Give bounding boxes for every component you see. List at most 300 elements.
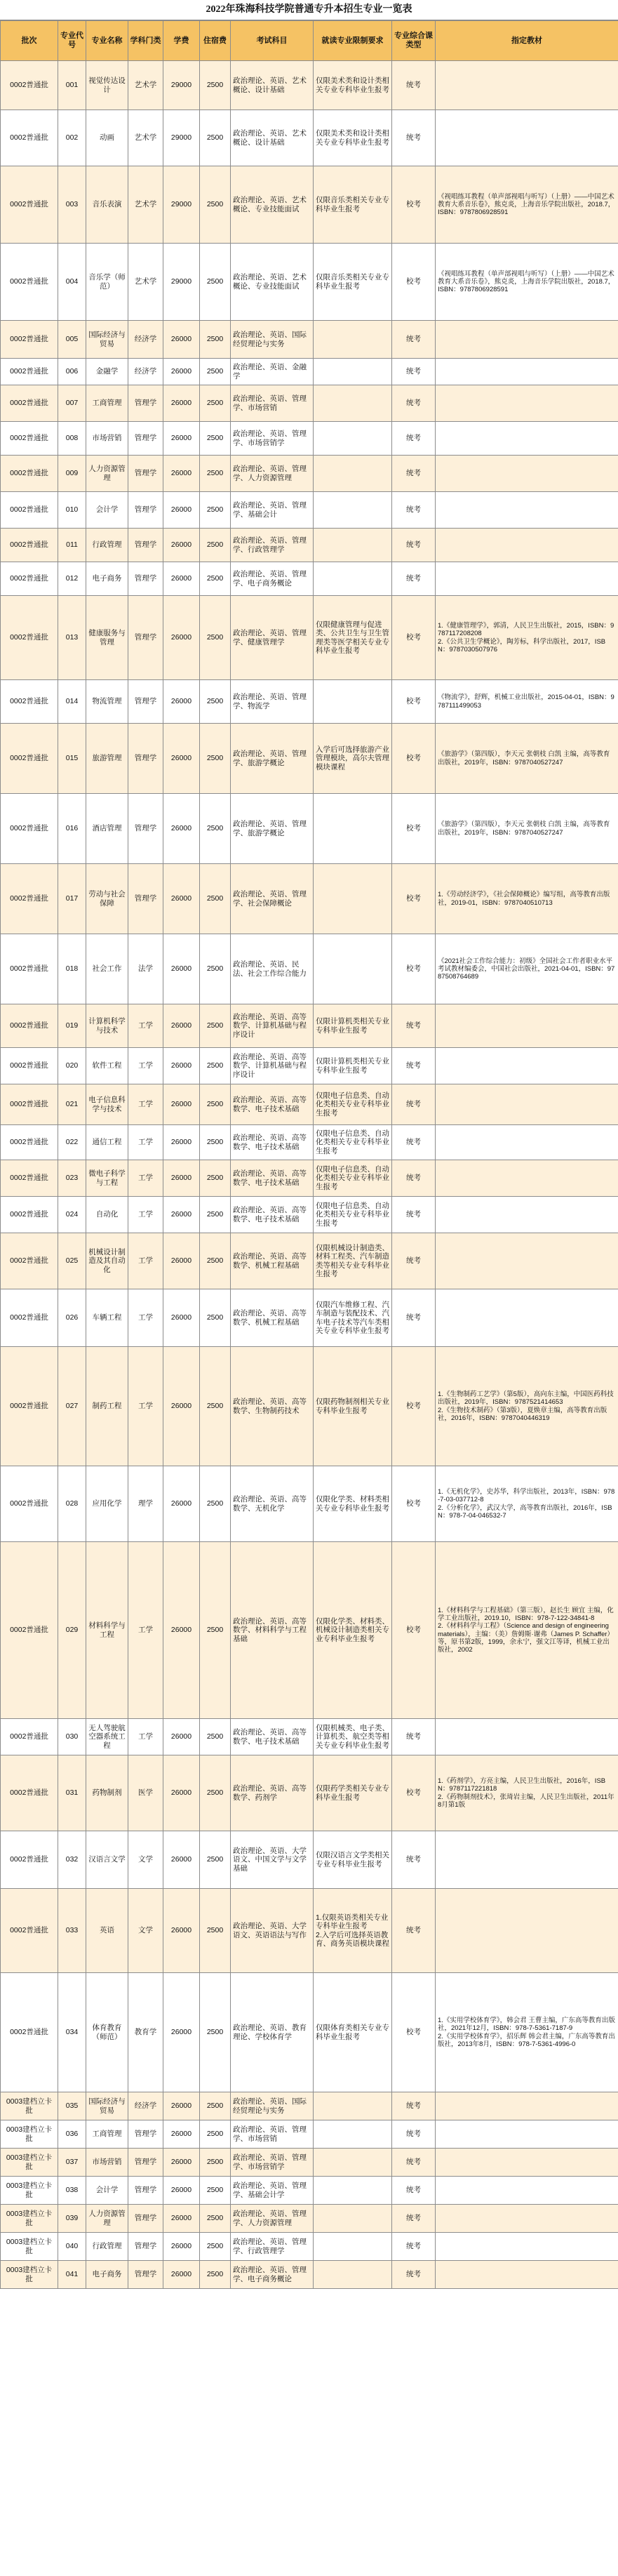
requirements-cell: 仅限电子信息类、自动化类相关专业专科毕业生报考 xyxy=(314,1197,392,1233)
batch-cell: 0002普通批 xyxy=(1,1831,58,1889)
table-row xyxy=(1,2233,618,2261)
lodging-cell: 2500 xyxy=(200,2092,231,2120)
tuition-cell: 26000 xyxy=(163,1004,200,1048)
table-row xyxy=(1,1160,618,1197)
exam-type-cell: 校考 xyxy=(392,1466,436,1542)
table-row xyxy=(1,321,618,359)
table-row xyxy=(1,934,618,1004)
subjects-cell: 政治理论、英语、管理学、健康管理学 xyxy=(231,596,314,680)
code-cell: 033 xyxy=(58,1889,86,1973)
textbooks-cell xyxy=(436,1048,618,1084)
major-name-cell: 国际经济与贸易 xyxy=(86,321,128,359)
major-name-cell: 材料科学与工程 xyxy=(86,1542,128,1719)
table-row xyxy=(1,529,618,562)
table-row xyxy=(1,1466,618,1542)
subjects-cell: 政治理论、英语、管理学、人力资源管理 xyxy=(231,456,314,492)
exam-type-cell: 校考 xyxy=(392,724,436,794)
lodging-cell: 2500 xyxy=(200,529,231,562)
code-cell: 007 xyxy=(58,385,86,422)
textbooks-cell: 《物流学》，舒辉，机械工业出版社，2015-04-01，ISBN：9787111499053 xyxy=(436,680,618,724)
batch-cell: 0002普通批 xyxy=(1,529,58,562)
major-name-cell: 视觉传达设计 xyxy=(86,61,128,110)
batch-cell: 0002普通批 xyxy=(1,794,58,864)
requirements-cell: 仅限化学类、材料类相关专业专科毕业生报考 xyxy=(314,1466,392,1542)
code-cell: 020 xyxy=(58,1048,86,1084)
tuition-cell: 26000 xyxy=(163,1755,200,1831)
batch-cell: 0002普通批 xyxy=(1,1542,58,1719)
exam-type-cell: 统考 xyxy=(392,385,436,422)
subjects-cell: 政治理论、英语、管理学、行政管理学 xyxy=(231,2233,314,2261)
textbooks-cell xyxy=(436,456,618,492)
exam-type-cell: 校考 xyxy=(392,1347,436,1466)
code-cell: 011 xyxy=(58,529,86,562)
batch-cell: 0002普通批 xyxy=(1,166,58,244)
textbooks-cell xyxy=(436,1831,618,1889)
batch-cell: 0003建档立卡批 xyxy=(1,2261,58,2289)
batch-cell: 0002普通批 xyxy=(1,61,58,110)
requirements-cell: 仅限音乐类相关专业专科毕业生报考 xyxy=(314,166,392,244)
exam-type-cell: 校考 xyxy=(392,1542,436,1719)
textbooks-cell xyxy=(436,1125,618,1160)
batch-cell: 0002普通批 xyxy=(1,864,58,934)
code-cell: 030 xyxy=(58,1719,86,1755)
subjects-cell: 政治理论、英语、高等数学、无机化学 xyxy=(231,1466,314,1542)
textbooks-cell xyxy=(436,562,618,596)
batch-cell: 0002普通批 xyxy=(1,1719,58,1755)
exam-type-cell: 校考 xyxy=(392,794,436,864)
tuition-cell: 26000 xyxy=(163,359,200,385)
lodging-cell: 2500 xyxy=(200,562,231,596)
subjects-cell: 政治理论、英语、高等数学、电子技术基础 xyxy=(231,1084,314,1125)
requirements-cell: 仅限音乐类相关专业专科毕业生报考 xyxy=(314,244,392,321)
tuition-cell: 26000 xyxy=(163,2149,200,2177)
exam-type-cell: 统考 xyxy=(392,1289,436,1347)
requirements-cell: 1.仅限英语类相关专业专科毕业生报考 2.入学后可选择英语教育、商务英语模块课程 xyxy=(314,1889,392,1973)
code-cell: 040 xyxy=(58,2233,86,2261)
table-row xyxy=(1,864,618,934)
exam-type-cell: 统考 xyxy=(392,110,436,166)
lodging-cell: 2500 xyxy=(200,1542,231,1719)
batch-cell: 0002普通批 xyxy=(1,1347,58,1466)
tuition-cell: 26000 xyxy=(163,794,200,864)
textbooks-cell xyxy=(436,1197,618,1233)
exam-type-cell: 统考 xyxy=(392,2149,436,2177)
code-cell: 017 xyxy=(58,864,86,934)
lodging-cell: 2500 xyxy=(200,2120,231,2149)
tuition-cell: 26000 xyxy=(163,1125,200,1160)
category-cell: 文学 xyxy=(128,1889,163,1973)
category-cell: 工学 xyxy=(128,1289,163,1347)
batch-cell: 0002普通批 xyxy=(1,1466,58,1542)
textbooks-cell: 1.《无机化学》，史苏华，科学出版社，2013年，ISBN：978-7-03-037712-8 2.《分析化学》，武汉大学，高等教育出版社，2016年，ISBN：978-7-04-046532-7 xyxy=(436,1466,618,1542)
tuition-cell: 26000 xyxy=(163,2233,200,2261)
code-cell: 039 xyxy=(58,2205,86,2233)
table-row xyxy=(1,1831,618,1889)
batch-cell: 0002普通批 xyxy=(1,596,58,680)
category-cell: 工学 xyxy=(128,1197,163,1233)
batch-cell: 0002普通批 xyxy=(1,1289,58,1347)
subjects-cell: 政治理论、英语、高等数学、材料科学与工程基础 xyxy=(231,1542,314,1719)
major-name-cell: 通信工程 xyxy=(86,1125,128,1160)
subjects-cell: 政治理论、英语、管理学、市场营销学 xyxy=(231,2149,314,2177)
subjects-cell: 政治理论、英语、管理学、人力资源管理 xyxy=(231,2205,314,2233)
requirements-cell: 仅限机械设计制造类、材料工程类、汽车制造类等相关专业专科毕业生报考 xyxy=(314,1233,392,1289)
exam-type-cell: 统考 xyxy=(392,1084,436,1125)
requirements-cell: 仅限电子信息类、自动化类相关专业专科毕业生报考 xyxy=(314,1160,392,1197)
major-name-cell: 机械设计制造及其自动化 xyxy=(86,1233,128,1289)
lodging-cell: 2500 xyxy=(200,385,231,422)
exam-type-cell: 统考 xyxy=(392,1004,436,1048)
tuition-cell: 26000 xyxy=(163,1233,200,1289)
table-row xyxy=(1,1889,618,1973)
code-cell: 014 xyxy=(58,680,86,724)
major-name-cell: 汉语言文学 xyxy=(86,1831,128,1889)
code-cell: 037 xyxy=(58,2149,86,2177)
category-cell: 工学 xyxy=(128,1048,163,1084)
exam-type-cell: 校考 xyxy=(392,934,436,1004)
code-cell: 019 xyxy=(58,1004,86,1048)
table-row xyxy=(1,562,618,596)
batch-cell: 0002普通批 xyxy=(1,1973,58,2092)
major-name-cell: 人力资源管理 xyxy=(86,2205,128,2233)
major-name-cell: 无人驾驶航空器系统工程 xyxy=(86,1719,128,1755)
requirements-cell xyxy=(314,2120,392,2149)
category-cell: 管理学 xyxy=(128,562,163,596)
exam-type-cell: 校考 xyxy=(392,166,436,244)
textbooks-cell xyxy=(436,1889,618,1973)
batch-cell: 0003建档立卡批 xyxy=(1,2205,58,2233)
batch-cell: 0002普通批 xyxy=(1,1160,58,1197)
tuition-cell: 26000 xyxy=(163,1831,200,1889)
textbooks-cell: 1.《药剂学》，方亮主编，人民卫生出版社，2016年，ISBN：9787117221818 2.《药物制剂技术》，张琦岩主编，人民卫生出版社，2011年8月第1版 xyxy=(436,1755,618,1831)
requirements-cell xyxy=(314,680,392,724)
batch-cell: 0002普通批 xyxy=(1,934,58,1004)
code-cell: 001 xyxy=(58,61,86,110)
category-cell: 理学 xyxy=(128,1466,163,1542)
textbooks-cell: 1.《实用学校体育学》，韩会君 王曹主编，广东高等教育出版社，2021年12月，ISBN：978-7-5361-7187-9 2.《实用学校体育学》，招乐辉 韩会君主编，广东高等教育出版社，2013年8月，ISBN：978-7-5361-4996-0 xyxy=(436,1973,618,2092)
major-name-cell: 健康服务与管理 xyxy=(86,596,128,680)
category-cell: 工学 xyxy=(128,1347,163,1466)
requirements-cell xyxy=(314,794,392,864)
category-cell: 管理学 xyxy=(128,2233,163,2261)
batch-cell: 0003建档立卡批 xyxy=(1,2149,58,2177)
subjects-cell: 政治理论、英语、管理学、电子商务概论 xyxy=(231,2261,314,2289)
table-row xyxy=(1,1125,618,1160)
textbooks-cell xyxy=(436,2092,618,2120)
requirements-cell xyxy=(314,2261,392,2289)
code-cell: 036 xyxy=(58,2120,86,2149)
requirements-cell xyxy=(314,359,392,385)
major-name-cell: 软件工程 xyxy=(86,1048,128,1084)
category-cell: 工学 xyxy=(128,1125,163,1160)
textbooks-cell xyxy=(436,2120,618,2149)
batch-cell: 0002普通批 xyxy=(1,244,58,321)
table-row xyxy=(1,359,618,385)
requirements-cell xyxy=(314,321,392,359)
requirements-cell: 仅限电子信息类、自动化类相关专业专科毕业生报考 xyxy=(314,1125,392,1160)
tuition-cell: 26000 xyxy=(163,2092,200,2120)
subjects-cell: 政治理论、英语、管理学、社会保障概论 xyxy=(231,864,314,934)
code-cell: 032 xyxy=(58,1831,86,1889)
table-row xyxy=(1,1004,618,1048)
major-name-cell: 物流管理 xyxy=(86,680,128,724)
exam-type-cell: 统考 xyxy=(392,1233,436,1289)
table-row xyxy=(1,1197,618,1233)
table-row xyxy=(1,1084,618,1125)
code-cell: 018 xyxy=(58,934,86,1004)
exam-type-cell: 统考 xyxy=(392,422,436,456)
lodging-cell: 2500 xyxy=(200,1004,231,1048)
tuition-cell: 26000 xyxy=(163,2177,200,2205)
major-name-cell: 行政管理 xyxy=(86,2233,128,2261)
table-row xyxy=(1,1347,618,1466)
lodging-cell: 2500 xyxy=(200,244,231,321)
lodging-cell: 2500 xyxy=(200,2233,231,2261)
batch-cell: 0002普通批 xyxy=(1,1004,58,1048)
category-cell: 医学 xyxy=(128,1755,163,1831)
exam-type-cell: 统考 xyxy=(392,2177,436,2205)
subjects-cell: 政治理论、英语、高等数学、药剂学 xyxy=(231,1755,314,1831)
major-name-cell: 行政管理 xyxy=(86,529,128,562)
major-name-cell: 英语 xyxy=(86,1889,128,1973)
tuition-cell: 29000 xyxy=(163,244,200,321)
textbooks-cell xyxy=(436,1084,618,1125)
tuition-cell: 26000 xyxy=(163,422,200,456)
major-name-cell: 人力资源管理 xyxy=(86,456,128,492)
batch-cell: 0003建档立卡批 xyxy=(1,2233,58,2261)
col-header-category: 学科门类 xyxy=(128,21,163,61)
subjects-cell: 政治理论、英语、艺术概论、设计基础 xyxy=(231,110,314,166)
lodging-cell: 2500 xyxy=(200,166,231,244)
subjects-cell: 政治理论、英语、管理学、旅游学概论 xyxy=(231,724,314,794)
table-row xyxy=(1,1719,618,1755)
category-cell: 文学 xyxy=(128,1831,163,1889)
code-cell: 028 xyxy=(58,1466,86,1542)
requirements-cell: 仅限计算机类相关专业专科毕业生报考 xyxy=(314,1004,392,1048)
requirements-cell: 仅限药学类相关专业专科毕业生报考 xyxy=(314,1755,392,1831)
lodging-cell: 2500 xyxy=(200,1084,231,1125)
category-cell: 管理学 xyxy=(128,422,163,456)
code-cell: 035 xyxy=(58,2092,86,2120)
code-cell: 021 xyxy=(58,1084,86,1125)
lodging-cell: 2500 xyxy=(200,456,231,492)
batch-cell: 0002普通批 xyxy=(1,1755,58,1831)
lodging-cell: 2500 xyxy=(200,2261,231,2289)
textbooks-cell: 1.《生物制药工艺学》（第5版），高向东主编，中国医药科技出版社，2019年，ISBN：9787521414653 2.《生物技术制药》（第3版），夏焕章主编，高等教育出版社，2016年，ISBN：9787040446319 xyxy=(436,1347,618,1466)
col-header-subjects: 考试科目 xyxy=(231,21,314,61)
subjects-cell: 政治理论、英语、大学语文、英语语法与写作 xyxy=(231,1889,314,1973)
lodging-cell: 2500 xyxy=(200,110,231,166)
subjects-cell: 政治理论、英语、管理学、旅游学概论 xyxy=(231,794,314,864)
textbooks-cell xyxy=(436,529,618,562)
lodging-cell: 2500 xyxy=(200,2177,231,2205)
col-header-name: 专业名称 xyxy=(86,21,128,61)
textbooks-cell xyxy=(436,422,618,456)
subjects-cell: 政治理论、英语、高等数学、电子技术基础 xyxy=(231,1197,314,1233)
lodging-cell: 2500 xyxy=(200,1466,231,1542)
major-name-cell: 车辆工程 xyxy=(86,1289,128,1347)
major-name-cell: 应用化学 xyxy=(86,1466,128,1542)
lodging-cell: 2500 xyxy=(200,2205,231,2233)
table-row xyxy=(1,2261,618,2289)
subjects-cell: 政治理论、英语、高等数学、机械工程基础 xyxy=(231,1289,314,1347)
requirements-cell: 仅限汉语言文学类相关专业专科毕业生报考 xyxy=(314,1831,392,1889)
batch-cell: 0002普通批 xyxy=(1,456,58,492)
batch-cell: 0002普通批 xyxy=(1,422,58,456)
requirements-cell: 仅限体育类相关专业专科毕业生报考 xyxy=(314,1973,392,2092)
code-cell: 029 xyxy=(58,1542,86,1719)
tuition-cell: 26000 xyxy=(163,492,200,529)
batch-cell: 0003建档立卡批 xyxy=(1,2120,58,2149)
col-header-tuition: 学费 xyxy=(163,21,200,61)
requirements-cell xyxy=(314,422,392,456)
exam-type-cell: 统考 xyxy=(392,321,436,359)
lodging-cell: 2500 xyxy=(200,492,231,529)
textbooks-cell xyxy=(436,321,618,359)
requirements-cell: 仅限健康管理与促进类、公共卫生与卫生管理类等医学相关专业专科毕业生报考 xyxy=(314,596,392,680)
textbooks-cell xyxy=(436,2233,618,2261)
table-row xyxy=(1,724,618,794)
table-row xyxy=(1,422,618,456)
category-cell: 工学 xyxy=(128,1084,163,1125)
category-cell: 工学 xyxy=(128,1160,163,1197)
tuition-cell: 26000 xyxy=(163,724,200,794)
requirements-cell: 仅限美术类和设计类相关专业专科毕业生报考 xyxy=(314,110,392,166)
tuition-cell: 26000 xyxy=(163,2205,200,2233)
major-name-cell: 国际经济与贸易 xyxy=(86,2092,128,2120)
major-name-cell: 自动化 xyxy=(86,1197,128,1233)
batch-cell: 0002普通批 xyxy=(1,1233,58,1289)
exam-type-cell: 统考 xyxy=(392,2233,436,2261)
table-row xyxy=(1,456,618,492)
exam-type-cell: 统考 xyxy=(392,456,436,492)
category-cell: 管理学 xyxy=(128,864,163,934)
lodging-cell: 2500 xyxy=(200,1755,231,1831)
major-name-cell: 音乐学（师范） xyxy=(86,244,128,321)
col-header-batch: 批次 xyxy=(1,21,58,61)
lodging-cell: 2500 xyxy=(200,1719,231,1755)
tuition-cell: 26000 xyxy=(163,1197,200,1233)
tuition-cell: 26000 xyxy=(163,1160,200,1197)
table-row xyxy=(1,596,618,680)
major-name-cell: 酒店管理 xyxy=(86,794,128,864)
category-cell: 艺术学 xyxy=(128,110,163,166)
requirements-cell: 仅限计算机类相关专业专科毕业生报考 xyxy=(314,1048,392,1084)
major-name-cell: 体育教育（师范） xyxy=(86,1973,128,2092)
major-name-cell: 金融学 xyxy=(86,359,128,385)
tuition-cell: 26000 xyxy=(163,1542,200,1719)
subjects-cell: 政治理论、英语、管理学、电子商务概论 xyxy=(231,562,314,596)
major-name-cell: 音乐表演 xyxy=(86,166,128,244)
table-row xyxy=(1,61,618,110)
exam-type-cell: 校考 xyxy=(392,1973,436,2092)
table-row xyxy=(1,1048,618,1084)
subjects-cell: 政治理论、英语、高等数学、计算机基础与程序设计 xyxy=(231,1048,314,1084)
major-name-cell: 电子商务 xyxy=(86,2261,128,2289)
batch-cell: 0002普通批 xyxy=(1,385,58,422)
batch-cell: 0002普通批 xyxy=(1,1889,58,1973)
textbooks-cell xyxy=(436,110,618,166)
col-header-textbooks: 指定教材 xyxy=(436,21,618,61)
lodging-cell: 2500 xyxy=(200,724,231,794)
tuition-cell: 26000 xyxy=(163,1289,200,1347)
textbooks-cell xyxy=(436,385,618,422)
batch-cell: 0002普通批 xyxy=(1,1125,58,1160)
code-cell: 031 xyxy=(58,1755,86,1831)
col-header-code: 专业代号 xyxy=(58,21,86,61)
subjects-cell: 政治理论、英语、高等数学、电子技术基础 xyxy=(231,1160,314,1197)
category-cell: 艺术学 xyxy=(128,166,163,244)
subjects-cell: 政治理论、英语、大学语文、中国文学与文学基础 xyxy=(231,1831,314,1889)
code-cell: 008 xyxy=(58,422,86,456)
lodging-cell: 2500 xyxy=(200,1125,231,1160)
textbooks-cell: 《2021社会工作综合能力：初级》全国社会工作者职业水平考试教材编委会，中国社会出版社，2021-04-01，ISBN：9787508764689 xyxy=(436,934,618,1004)
table-row xyxy=(1,1755,618,1831)
requirements-cell: 仅限化学类、材料类、机械设计制造类相关专业专科毕业生报考 xyxy=(314,1542,392,1719)
col-header-exam-type: 专业综合课类型 xyxy=(392,21,436,61)
requirements-cell xyxy=(314,864,392,934)
subjects-cell: 政治理论、英语、艺术概论、设计基础 xyxy=(231,61,314,110)
category-cell: 管理学 xyxy=(128,2205,163,2233)
requirements-cell: 仅限电子信息类、自动化类相关专业专科毕业生报考 xyxy=(314,1084,392,1125)
major-name-cell: 微电子科学与工程 xyxy=(86,1160,128,1197)
category-cell: 艺术学 xyxy=(128,244,163,321)
requirements-cell xyxy=(314,529,392,562)
major-name-cell: 市场营销 xyxy=(86,2149,128,2177)
major-name-cell: 会计学 xyxy=(86,2177,128,2205)
subjects-cell: 政治理论、英语、艺术概论、专业技能面试 xyxy=(231,166,314,244)
category-cell: 法学 xyxy=(128,934,163,1004)
tuition-cell: 26000 xyxy=(163,456,200,492)
code-cell: 006 xyxy=(58,359,86,385)
tuition-cell: 26000 xyxy=(163,2261,200,2289)
requirements-cell xyxy=(314,385,392,422)
exam-type-cell: 统考 xyxy=(392,1889,436,1973)
table-row xyxy=(1,2149,618,2177)
tuition-cell: 26000 xyxy=(163,596,200,680)
subjects-cell: 政治理论、英语、国际经贸理论与实务 xyxy=(231,2092,314,2120)
category-cell: 管理学 xyxy=(128,456,163,492)
requirements-cell xyxy=(314,2233,392,2261)
code-cell: 022 xyxy=(58,1125,86,1160)
table-row xyxy=(1,1973,618,2092)
category-cell: 经济学 xyxy=(128,321,163,359)
exam-type-cell: 统考 xyxy=(392,1197,436,1233)
tuition-cell: 26000 xyxy=(163,1347,200,1466)
textbooks-cell: 1.《劳动经济学》，《社会保障概论》编写组，高等教育出版社，2019-01，ISBN：9787040510713 xyxy=(436,864,618,934)
table-row xyxy=(1,2120,618,2149)
code-cell: 041 xyxy=(58,2261,86,2289)
exam-type-cell: 校考 xyxy=(392,864,436,934)
category-cell: 工学 xyxy=(128,1004,163,1048)
requirements-cell xyxy=(314,456,392,492)
textbooks-cell xyxy=(436,2261,618,2289)
batch-cell: 0002普通批 xyxy=(1,359,58,385)
batch-cell: 0002普通批 xyxy=(1,1048,58,1084)
batch-cell: 0002普通批 xyxy=(1,492,58,529)
subjects-cell: 政治理论、英语、高等数学、计算机基础与程序设计 xyxy=(231,1004,314,1048)
category-cell: 管理学 xyxy=(128,529,163,562)
tuition-cell: 29000 xyxy=(163,166,200,244)
textbooks-cell: 《旅游学》（第四版），李天元 张朝枝 白凯 主编，高等教育出版社，2019年，ISBN：9787040527247 xyxy=(436,794,618,864)
category-cell: 管理学 xyxy=(128,385,163,422)
exam-type-cell: 统考 xyxy=(392,2092,436,2120)
textbooks-cell xyxy=(436,1233,618,1289)
requirements-cell xyxy=(314,2092,392,2120)
major-name-cell: 计算机科学与技术 xyxy=(86,1004,128,1048)
category-cell: 管理学 xyxy=(128,2120,163,2149)
code-cell: 002 xyxy=(58,110,86,166)
